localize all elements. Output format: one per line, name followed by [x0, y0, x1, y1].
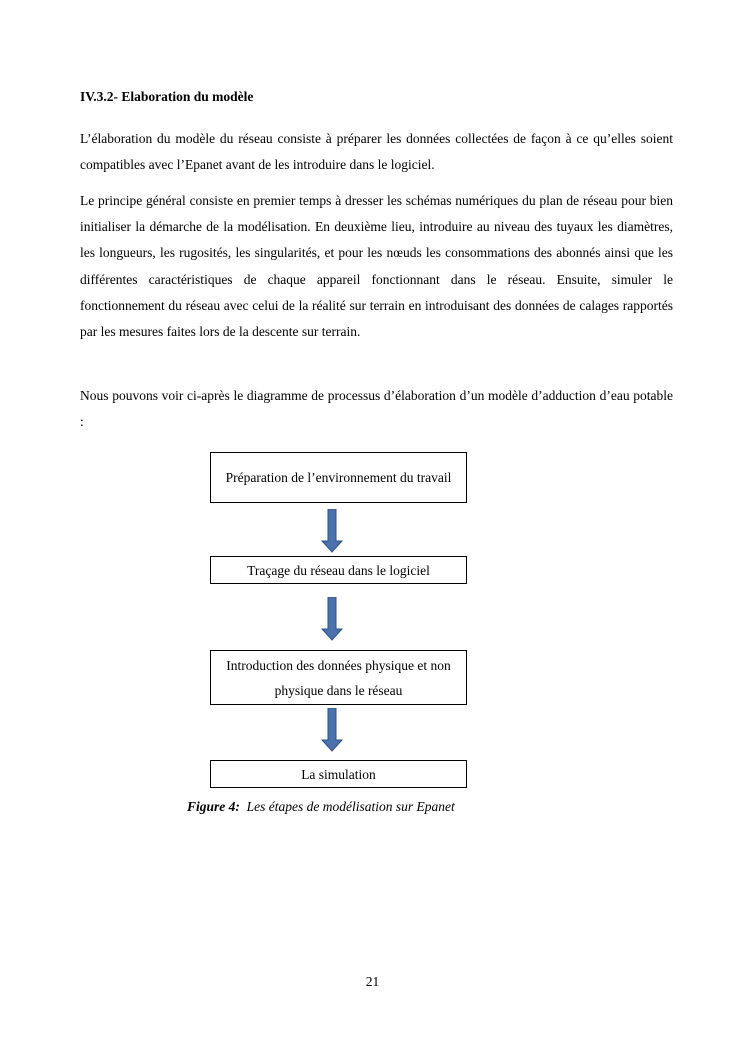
step-label: La simulation — [301, 766, 376, 782]
diagram-step-tracing — [210, 556, 467, 584]
paragraph-intro: L’élaboration du modèle du réseau consiste à préparer les données collectées de façon à ce qu’elles soient compatibles avec l’Epanet avant de les introduire dans le logiciel. — [80, 131, 673, 173]
paragraph-principle: Le principe général consiste en premier temps à dresser les schémas numériques du plan de réseau pour bien initialiser la démarche de la modélisation. En deuxième lieu, introduire au niveau des tuyaux les diamètres, les longueurs, les rugosités, les singularités, et pour les nœuds les consommations des abonnés ainsi que les différentes caractéristiques de chaque appareil fonctionnant dans le réseau. Ensuite, simuler le fonctionnement du réseau avec celui de la réalité sur terrain en introduisant des données de calages rapportés par les mesures faites lors de la descente sur terrain. — [80, 193, 673, 340]
diagram-step-preparation — [210, 452, 467, 503]
section-heading: IV.3.2- Elaboration du modèle — [80, 89, 254, 104]
diagram-step-data-input — [210, 650, 467, 705]
down-arrow-icon — [321, 708, 343, 752]
down-arrow-icon — [321, 509, 343, 553]
step-label: Introduction des données physique et non physique dans le réseau — [226, 657, 451, 698]
diagram-step-simulation — [210, 760, 467, 788]
step-label: Traçage du réseau dans le logiciel — [247, 562, 430, 578]
figure-caption — [187, 799, 455, 815]
paragraph-diagram-intro: Nous pouvons voir ci-après le diagramme de processus d’élaboration d’un modèle d’adduction d’eau potable : — [80, 388, 673, 430]
figure-caption-text: Les étapes de modélisation sur Epanet — [246, 799, 455, 814]
down-arrow-icon — [321, 597, 343, 641]
figure-label: Figure 4: — [187, 799, 240, 814]
page-number: 21 — [365, 974, 380, 989]
step-label: Préparation de l’environnement du travail — [225, 470, 452, 485]
